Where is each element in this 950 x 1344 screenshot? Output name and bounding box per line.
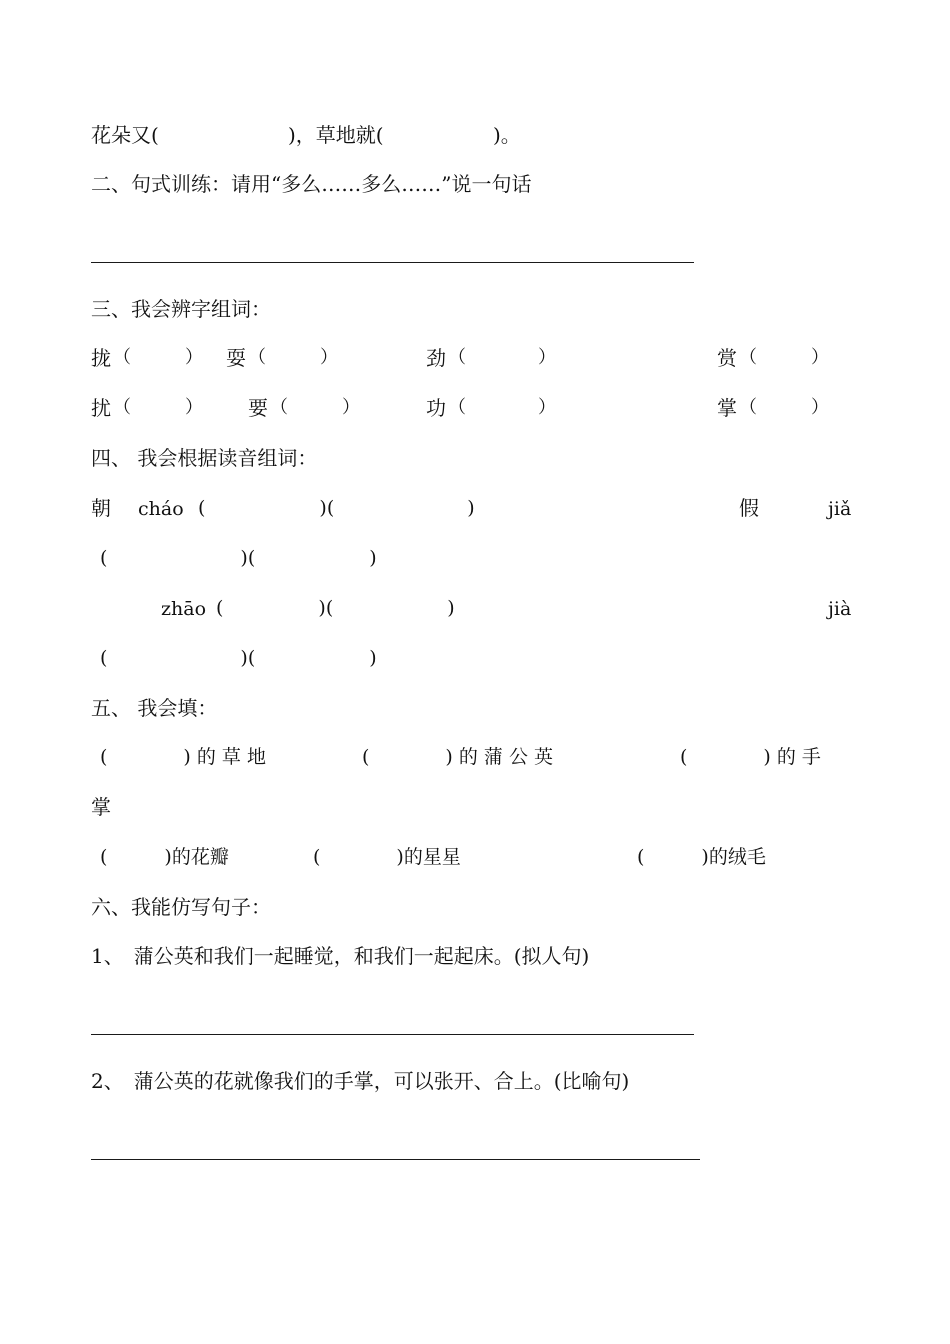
fill-shouzhang-wrap: 掌 — [91, 795, 111, 819]
fill-caodi[interactable]: ( ) 的 草 地 — [100, 746, 266, 768]
section2-answer-line[interactable] — [91, 262, 694, 263]
pinyin-zhao: zhāo — [161, 598, 207, 620]
section6-item2: 2、 蒲公英的花就像我们的手掌，可以张开、合上。(比喻句) — [91, 1069, 630, 1093]
section6-heading: 六、我能仿写句子： — [91, 895, 271, 919]
jia3-blanks[interactable]: ( )( ) — [100, 547, 377, 569]
char-long: 拢 — [91, 346, 111, 370]
char-jin: 劲 — [426, 346, 446, 370]
char-long-blank[interactable]: （ ） — [113, 347, 203, 368]
char-rao-blank[interactable]: （ ） — [113, 397, 203, 418]
q1-tail-start: 花朵又( — [91, 123, 159, 147]
item2-answer-line[interactable] — [91, 1159, 700, 1160]
char-shang: 赏 — [717, 346, 737, 370]
char-jia: 假 — [739, 496, 759, 520]
char-chao: 朝 — [91, 496, 111, 520]
q1-tail-end: )。 — [493, 123, 521, 147]
char-zhang: 掌 — [717, 396, 737, 420]
pinyin-jia4: jià — [828, 598, 852, 620]
section6-item1: 1、 蒲公英和我们一起睡觉，和我们一起起床。(拟人句) — [91, 944, 590, 968]
fill-shouzhang[interactable]: ( ) 的 手 — [680, 746, 821, 768]
char-shua: 耍 — [226, 346, 246, 370]
fill-huaban[interactable]: ( )的花瓣 — [100, 846, 229, 868]
chao-blanks[interactable]: ( )( ) — [198, 497, 475, 519]
jia4-blanks[interactable]: ( )( ) — [100, 647, 377, 669]
char-yao-blank[interactable]: （ ） — [270, 397, 360, 418]
section3-heading: 三、我会辨字组词： — [91, 297, 271, 321]
char-gong-blank[interactable]: （ ） — [448, 397, 556, 418]
char-shang-blank[interactable]: （ ） — [739, 347, 829, 368]
section4-heading: 四、 我会根据读音组词： — [91, 446, 318, 470]
fill-rongmao[interactable]: ( )的绒毛 — [637, 846, 766, 868]
pinyin-chao: cháo — [138, 498, 184, 520]
section2-heading: 二、句式训练：请用“多么……多么……”说一句话 — [91, 172, 532, 196]
char-jin-blank[interactable]: （ ） — [448, 347, 556, 368]
fill-pugongying[interactable]: ( ) 的 蒲 公 英 — [362, 746, 553, 768]
fill-xingxing[interactable]: ( )的星星 — [313, 846, 461, 868]
zhao-blanks[interactable]: ( )( ) — [216, 597, 455, 619]
char-yao: 要 — [248, 396, 268, 420]
section5-heading: 五、 我会填： — [91, 696, 218, 720]
pinyin-jia3: jiǎ — [828, 498, 852, 520]
q1-tail-middle: )，草地就( — [288, 123, 384, 147]
char-zhang-blank[interactable]: （ ） — [739, 397, 829, 418]
item1-answer-line[interactable] — [91, 1034, 694, 1035]
char-gong: 功 — [426, 396, 446, 420]
char-rao: 扰 — [91, 396, 111, 420]
char-shua-blank[interactable]: （ ） — [248, 347, 338, 368]
